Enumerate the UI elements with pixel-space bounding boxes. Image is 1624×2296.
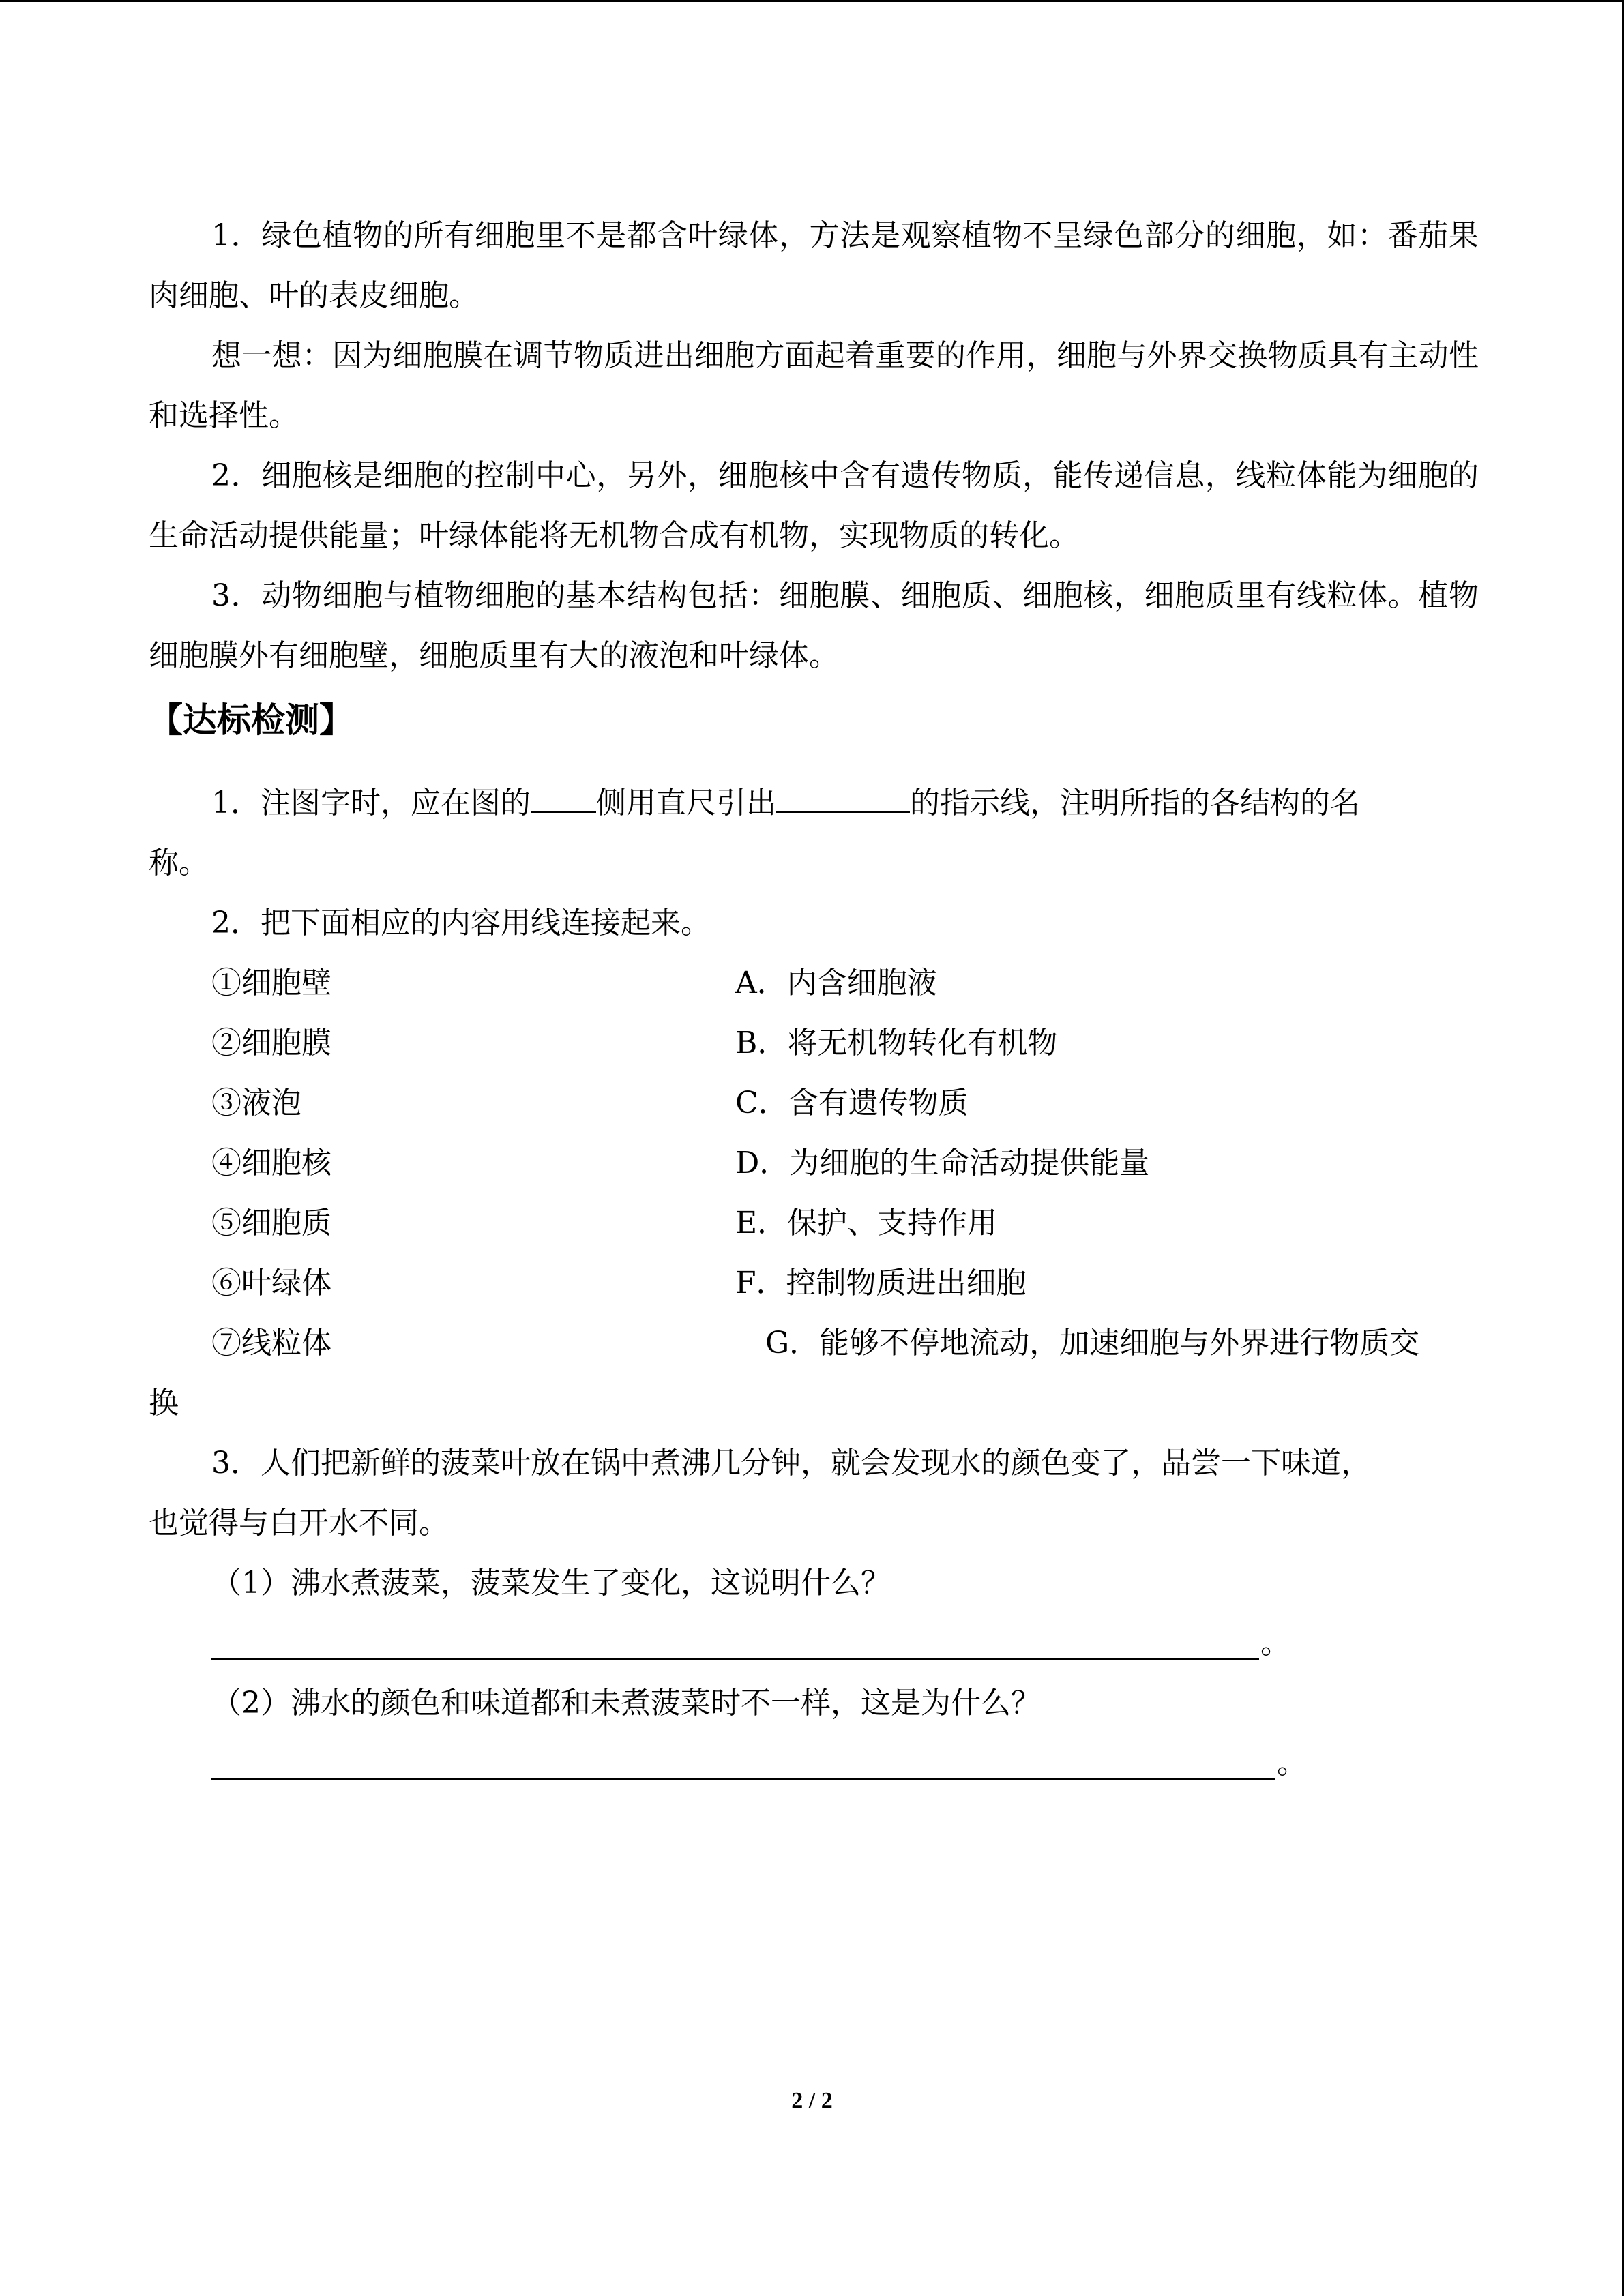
question-1-text-a: 1．注图字时，应在图的 <box>211 786 531 820</box>
question-1-wrap: 称。 <box>149 846 209 880</box>
match-left-item[interactable]: ②细胞膜 <box>211 1026 331 1060</box>
answer-line-1[interactable] <box>211 1658 1259 1660</box>
fill-blank-line-type[interactable] <box>776 778 910 813</box>
question-3-stem-line-2: 也觉得与白开水不同。 <box>149 1506 449 1540</box>
answer-paragraph-3: 3．动物细胞与植物细胞的基本结构包括：细胞膜、细胞质、细胞核，细胞质里有线粒体。植物细胞膜外有细胞壁，细胞质里有大的液泡和叶绿体。 <box>149 578 1479 673</box>
match-left-item[interactable]: ④细胞核 <box>211 1146 331 1180</box>
answer-line-2[interactable] <box>211 1778 1275 1780</box>
match-right-item[interactable]: F．控制物质进出细胞 <box>735 1266 1027 1300</box>
question-2-prompt: 2．把下面相应的内容用线连接起来。 <box>211 906 711 940</box>
match-right-item[interactable]: G．能够不停地流动，加速细胞与外界进行物质交 <box>765 1326 1420 1360</box>
match-right-item[interactable]: B．将无机物转化有机物 <box>735 1026 1058 1060</box>
match-left-item[interactable]: ⑦线粒体 <box>211 1326 331 1360</box>
answer-line-2-period: 。 <box>1277 1746 1307 1780</box>
fill-blank-side[interactable] <box>531 778 596 813</box>
question-1 <box>149 773 1360 833</box>
answer-paragraph-think: 想一想：因为细胞膜在调节物质进出细胞方面起着重要的作用，细胞与外界交换物质具有主动性和选择性。 <box>149 338 1479 433</box>
page-top-border <box>0 0 1624 2</box>
match-left-item[interactable]: ③液泡 <box>211 1086 301 1120</box>
answer-paragraph-2: 2．细胞核是细胞的控制中心，另外，细胞核中含有遗传物质，能传递信息，线粒体能为细胞的生命活动提供能量；叶绿体能将无机物合成有机物，实现物质的转化。 <box>149 458 1479 553</box>
match-right-item[interactable]: E．保护、支持作用 <box>735 1206 998 1240</box>
question-1-text-c: 的指示线，注明所指的各结构的名 <box>910 786 1360 820</box>
match-right-item[interactable]: D．为细胞的生命活动提供能量 <box>735 1146 1150 1180</box>
answer-paragraph-1: 1．绿色植物的所有细胞里不是都含叶绿体，方法是观察植物不呈绿色部分的细胞，如：番茄果肉细胞、叶的表皮细胞。 <box>149 218 1479 313</box>
match-left-item[interactable]: ⑥叶绿体 <box>211 1266 331 1300</box>
match-left-item[interactable]: ⑤细胞质 <box>211 1206 331 1240</box>
answer-line-1-period: 。 <box>1260 1626 1290 1660</box>
question-1-text-b: 侧用直尺引出 <box>596 786 776 820</box>
match-right-item[interactable]: C．含有遗传物质 <box>735 1086 969 1120</box>
match-right-item[interactable]: A．内含细胞液 <box>735 966 937 1000</box>
question-3-sub-2: （2）沸水的颜色和味道都和未煮菠菜时不一样，这是为什么？ <box>211 1686 1041 1720</box>
match-left-item[interactable]: ①细胞壁 <box>211 966 331 1000</box>
page-number: 2 / 2 <box>791 2088 833 2113</box>
question-3-stem-line-1: 3．人们把新鲜的菠菜叶放在锅中煮沸几分钟，就会发现水的颜色变了，品尝一下味道， <box>211 1446 1371 1480</box>
section-title: 【达标检测】 <box>149 700 353 740</box>
match-wrap-text: 换 <box>149 1386 179 1420</box>
question-3-sub-1: （1）沸水煮菠菜，菠菜发生了变化，这说明什么？ <box>211 1566 891 1600</box>
